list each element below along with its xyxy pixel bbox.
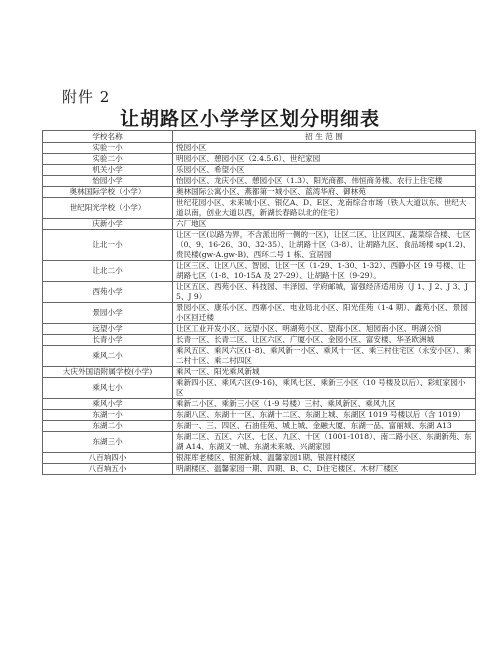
- enrollment-scope: 景园小区、康乐小区、西寨小区、电业局北小区、阳光佳苑（1-4 期）、鑫苑小区、景园小区回迁楼: [173, 303, 476, 324]
- enrollment-scope: 世纪花园小区、未来城小区、银亿A、D、E区、龙南综合市场（铁人大道以东、世纪大道以南，创业大道以西，新湖长春路以北的住宅）: [173, 198, 476, 219]
- school-name: 实验一小: [43, 143, 173, 154]
- school-name: 西苑小学: [43, 282, 173, 303]
- enrollment-scope: 东湖八区、东湖十一区、东湖十二区、东湖上城、东湖区 1019 号楼以后（含 1019）: [173, 410, 476, 421]
- school-name: 乘风小学: [43, 399, 173, 410]
- enrollment-scope: 明湖楼区、温馨家园一期、四期、B、C、D住宅楼区、木材厂楼区: [173, 464, 476, 475]
- header-enrollment-scope: 招 生 范 围: [173, 131, 476, 143]
- table-row: [43, 421, 476, 432]
- enrollment-scope: 悦园小区: [173, 143, 476, 154]
- school-district-table: [42, 130, 476, 475]
- school-name: 世纪阳光学校（小学）: [43, 198, 173, 219]
- table-row: [43, 261, 476, 282]
- school-name: 让北二小: [43, 261, 173, 282]
- table-row: [43, 367, 476, 378]
- enrollment-scope: 乐园小区、希望小区: [173, 165, 476, 176]
- enrollment-scope: 让区三区、让区八区、智园、让区一区（1-29、1-30、1-32）、西静小区 19 号楼、让胡路七区（1-8、10-15A 及 27-29）、让胡路十区（9-29）。: [173, 261, 476, 282]
- table-row: [43, 410, 476, 421]
- enrollment-scope: 东湖一、三、四区、石油佳苑、城上城、金融大厦、东湖一品、富丽城、东湖 A13: [173, 421, 476, 432]
- header-school-name: 学校名称: [43, 131, 173, 143]
- enrollment-scope: 明园小区、憩园小区（2.4.5.6）、世纪家园: [173, 154, 476, 165]
- table-row: [43, 453, 476, 464]
- table-row: [43, 154, 476, 165]
- enrollment-scope: 让区工业开发小区、远望小区、明湖苑小区、望海小区、旭园南小区、明湖公馆: [173, 324, 476, 335]
- table-row: [43, 303, 476, 324]
- table-row: [43, 143, 476, 154]
- table-row: [43, 432, 476, 453]
- table-row: [43, 346, 476, 367]
- school-name: 实验二小: [43, 154, 173, 165]
- school-name: 怡园小学: [43, 176, 173, 187]
- table-row: [43, 176, 476, 187]
- enrollment-scope: 银涯库老楼区、银涯新城、温馨家园1期、银涯村楼区: [173, 453, 476, 464]
- table-row: [43, 230, 476, 261]
- table-row: [43, 335, 476, 346]
- table-header-row: [43, 131, 476, 143]
- table-row: [43, 187, 476, 198]
- table-row: [43, 378, 476, 399]
- table-row: [43, 165, 476, 176]
- enrollment-scope: 奥林国际公寓小区、燕都第一城小区、蓝湾华府、御林苑: [173, 187, 476, 198]
- school-name: 机关小学: [43, 165, 173, 176]
- attachment-label: 附件 2: [62, 88, 111, 106]
- enrollment-scope: 乘新二小区、乘新三小区（1-9 号楼）三村、乘风新区、乘风九区: [173, 399, 476, 410]
- enrollment-scope: 东湖二区、五区、六区、七区、九区、十区（1001-1018）、南二路小区、东湖新苑、东湖 A14、东湖又一城、东湖未来城、兴湖家园: [173, 432, 476, 453]
- school-name: 乘风二小: [43, 346, 173, 367]
- school-name: 东湖二小: [43, 421, 173, 432]
- table-row: [43, 219, 476, 230]
- school-name: 远望小学: [43, 324, 173, 335]
- school-name: 东湖三小: [43, 432, 173, 453]
- school-name: 乘风七小: [43, 378, 173, 399]
- school-name: 庆新小学: [43, 219, 173, 230]
- enrollment-scope: 怡园小区、龙庆小区、憩园小区（1.3）、阳光商都、伟恒商务楼、农行上住宅楼: [173, 176, 476, 187]
- enrollment-scope: 乘风一区、阳光乘风新城: [173, 367, 476, 378]
- table-row: [43, 282, 476, 303]
- page-title: 让胡路区小学学区划分明细表: [119, 108, 380, 130]
- table-row: [43, 464, 476, 475]
- enrollment-scope: 让区五区、西苑小区、科技园、丰泽园、学府邮城，富强经济适用房（J 1、J 2、J 3、J 5、J 9）: [173, 282, 476, 303]
- table-row: [43, 324, 476, 335]
- enrollment-scope: 让区一区(以路为界，不含派出所一侧的一区)，让区二区、让区四区、蔬菜综合楼、七区（0、9、16-26、30、32-35）、让胡路十区（3-8）、让胡路九区、食品场楼 sp(1.2)、贵民楼(gw-A.gw-B)、西环二号 1 栋、宜居园: [173, 230, 476, 261]
- school-name: 东湖一小: [43, 410, 173, 421]
- school-name: 长青小学: [43, 335, 173, 346]
- enrollment-scope: 六厂地区: [173, 219, 476, 230]
- school-name: 让北一小: [43, 230, 173, 261]
- enrollment-scope: 乘风五区、乘风六区(1-8)、乘风新一小区、乘风十一区、乘三村住宅区（永安小区）、乘二村十区、乘二村四区: [173, 346, 476, 367]
- school-name: 景园小学: [43, 303, 173, 324]
- school-name: 八百垧五小: [43, 464, 173, 475]
- school-name: 大庆外国语附属学校(小学): [43, 367, 173, 378]
- table-row: [43, 399, 476, 410]
- enrollment-scope: 乘新四小区、乘风六区(9-16)、乘风七区、乘新三小区（10 号楼及以后）、彩虹家园小区: [173, 378, 476, 399]
- table-row: [43, 198, 476, 219]
- school-name: 奥林国际学校（小学）: [43, 187, 173, 198]
- school-name: 八百垧四小: [43, 453, 173, 464]
- enrollment-scope: 长青一区、长青二区、让区六区、广厦小区、金园小区、富安楼、华圣欧洲城: [173, 335, 476, 346]
